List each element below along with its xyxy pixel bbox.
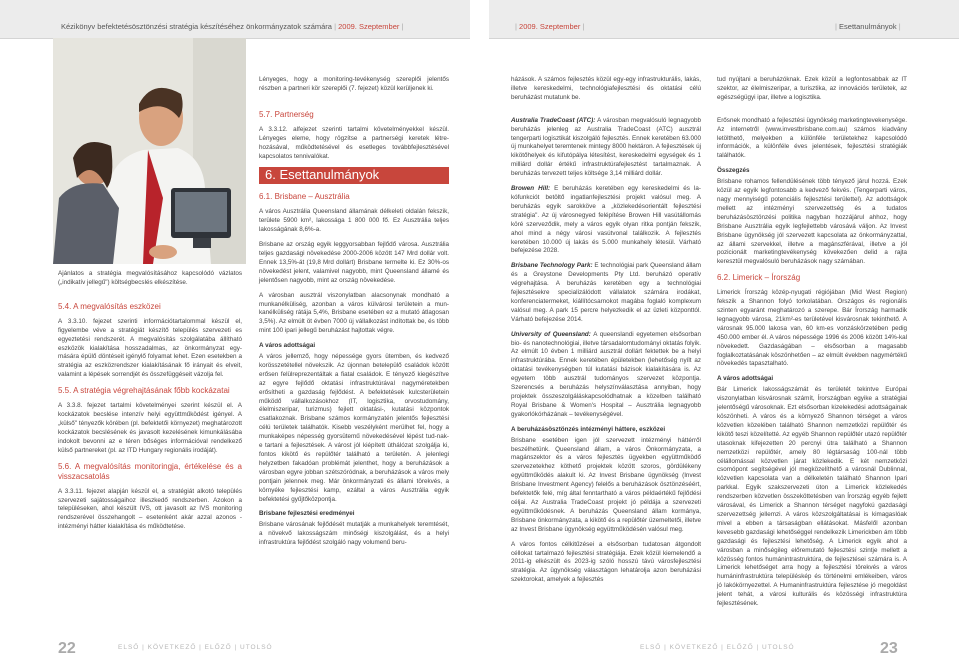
celkituzesek-text: A város fontos célkitűzései a elsősorban tudatosan átgondolt céllokat tartalmazó fejlesztési stratégiája. Ezek közül kiemelendő a 2011-ig elkészült és 2023-ig szóló hosszú távú városfejlesztési stratégia. Az ügynökség választágon lehatárolja azon beruházási szektorokat, amelyek a fejlesztés <box>511 540 701 584</box>
limerick-adottsagok-text: Bár Limerick lakosságszámát és területét tekintve Európai viszonylatban kisvárosnak számít, Írországban egyike a stratégiai jelentőségű városoknak. Ezt elsősorban kizelekedési adottságainak köszönheti. A város és a környező Shannon térséget a város közvetlen közelében található Shannon nemzetközi repülőtér és kikötő teszi közelítetté. Az egyéb Shannon repülőtér utazó repülőtér utasoknak kifejezetten 20 percnyi útra található a Shannon nemzetközi repülőtér, amely 80 légtársaság 100-nál több célállomással közvetlen járat közlekedik. E két nemzetközi csomópont segítségével jól megközelíthető a városnál Dublinnal, közvetlen kapcsolata van a délkeletén található Shannon Ipari parkkal. Egyik szakszervezeti úton a Limerick közlekedés rendszerben közvetlen összeköttetésben van Írország egyéb fejlett városával, és Limerick a Shannon térséget nagyfokú gazdasági szervezettség jellemzi. A város közszolgáltatásai is kimagaslóak mivel a ebben a társaságban ellátásokat. Másfelől azonban kevesebb gazdasági lehetőséggel rendelkezik Limerickben ám több gazdasági és fejlesztési lehetőség. A Limerick egyik ahol a városban a minőségileg előremutató fejlesztési szintje mellett a közösség fontos humánintrastruktúra, de fejlesztései számára is. A Limerick lehetőséget arra hogy a fejlesztési törekvés a város humáninfrastruktúra településkép és történelmi emlékeiben, város jó lakókörnyezettel. A Humaninfrastruktúra fejlesztése jó megoldást jelent tehát, a városi kulturális és közösségi infrastruktúra fejlesztésének. <box>717 386 907 608</box>
chapter-6-banner: 6. Esettanulmányok <box>259 167 449 184</box>
c3-intro: házások. A számos fejlesztés közül egy-egy infrastrukturális, lakás, illetve kereskedelmi, technológiafejlesztési és oktatási célú beruházást mutatunk be. <box>511 76 701 101</box>
right-page-nav[interactable]: ELSŐ | KÖVETKEZŐ | ELŐZŐ | UTOLSÓ <box>640 644 795 651</box>
left-page-header: Kézikönyv befektetésösztönzési stratégia készítéséhez önkormányzatok számára | 2009. Szeptember | <box>0 0 470 39</box>
adottsagok-heading: A város adottságai <box>259 342 316 350</box>
right-column-2 <box>717 76 907 615</box>
section-5-5-heading: 5.5. A stratégia végrehajtásának főbb kockázatai <box>58 386 230 396</box>
people-at-computer-photo <box>53 38 246 264</box>
university-paragraph: University of Queensland: A queenslandi egyetemen elsősorban bio- és nanotechnológiai, illetve társadalomtudományi oktatás folyik. Az elmúlt 10 évben 1 milliárd ausztrál dollárt fektettek be a helyi infrastruktúrába. Ennek keretében épületekben (lehetőség nyílt az oktatási tevékenységben túl kutatási bázisok kialakítására is. Az egyetem több ausztrál tudományos szervezet központja. Szerencsés a beruházás helyszínválasztása annyiban, hogy projektek összeszolgáláskapcsolódhatnak a közelben található Royal Brisbane & Women's Hospital – Ausztrália legnagyobb gyakorlókórházának – tevékenységével. <box>511 330 701 418</box>
c4-intro: tud nyújtani a beruházóknak. Ezek közül a legfontosabbak az IT szektor, az élelmiszeripar, a turisztika, az innovációs területek, az egészségügyi ipar, illetve a logisztika. <box>717 76 907 101</box>
right-header-title: Esettanulmányok <box>839 22 897 31</box>
limerick-adottsagok-heading: A város adottságai <box>717 375 774 383</box>
section-5-6-text: A 3.3.11. fejezet alapján készül el, a stratégiát alkotó település szervezeti sajátosságaihoz illeszkedő rendszerben. Azokon a településeken, ahol készült IVS, ott javasolt az IVS monitoring rendszerével összehangolt – esetenként akár azzal azonos - intézményi hátter kialakítása és működtetése. <box>58 487 242 531</box>
section-6-1-text-b: Brisbane az ország egyik leggyorsabban fejlődő városa. Ausztrália teljes gazdasági növekedése 2000-2006 között 147 Mrd dollár volt. Ennek 13,5%-át (19,8 Mrd dollárt) Brisbane termelte ki. Ez 30%-os növekedést jelent, valamivel nagyobb, mint Queensland államé és jelentősen nagyobb, mint az ország növekedése. <box>259 241 449 284</box>
left-column-2 <box>259 76 449 554</box>
section-5-6-heading: 5.6. A megvalósítás monitoringja, értékelése és a visszacsatolás <box>58 461 242 481</box>
eredmenyek-text: Brisbane városának fejlődését mutatják a munkahelyek teremtését, a növekvő lakosságszám minőségi kiszolgálást, és a helyi infrastruktúra fejlődést szolgáló nagy volumenű beru- <box>259 521 449 547</box>
limerick-intro-text: Limerick Írország közép-nyugati régiójában (Mid West Region) fekszik a Shannon folyó torkolatában. Országos és regionális szinten egyaránt meghatározó a szerepe. Bár Írország harmadik legnagyobb városa, 21km²-es területével kisvárosnak tekinthető. A városnak 95.000 lakosa van, 60 km-es vonzáskörzetében pedig 450.000 ember él. A város népessége 1996 és 2006 között 14%-kal növekedett. Gazdaságában – elsősorban a magasabb foglalkoztatásának köszönhetően – az elmúlt években nagymértékű növekedés tapasztalható. <box>717 289 907 368</box>
section-5-7-text: A 3.3.12. alfejezet szerinti tartalmi követelményekkel készül. Lényeges eleme, hogy rögzítse a partnerségi keretek létrehozásával, működtetésével és esetleges továbbfejlesztésével kapcsolatos tennivalókat. <box>259 125 449 160</box>
section-6-1-text-a: A város Ausztrália Queensland államának délkeleti oldalán fekszik, területe 5900 km², lakossága 1 800 000 fő. Ez Ausztrália teljes lakosságának 8,6%-a. <box>259 208 449 234</box>
adottsagok-text: A város jellemző, hogy népessége gyors ütemben, és kedvező korösszetétellel növekszik. Az újonnan betelepülő családok között erősen felülreprezentáltak a fiatal családok. E tényező kiegészítve az egyre fejlődő oktatási infrastruktúrával nagyméretekben erősítheti a gazdaság fejlődést. A befektetések kulcsterületein működő vállalkozásokhoz (IT, logisztika, orvostudomány, élelmiszeripar, turizmus) fejlett oktatási-, kutatási központok csatlakoznak. Brisbane számos kormányzatén jelentős fejlesztési célú területek találhatók. Kisebb veszélyként merülhet fel, hogy a munkaképes népesség gyorsütemű növekedésével lépést tud-nak-e tartani a fejlesztések. A várost jól kiépített úthálózat szolgálja ki, fontos kikötő és repülőtér található a területén. A jelenlegi helyzetben fakadóan problémát jelenthet, hogy a beruházások a városban egyre jobban szétszóródnak, a beruházások a város mely pontjain jelennek meg. Már önkormányzati és állami törekvés, a környéke fejlesztési kamp, ezáltal a város Ausztrália egyik befektetési gyűjtőközpontja. <box>259 353 449 503</box>
photo-illustration <box>53 38 246 264</box>
eredmenyek-heading: Brisbane fejlesztési eredményei <box>259 510 355 518</box>
section-5-7-heading: 5.7. Partnerség <box>259 109 314 119</box>
atc-paragraph: Australia TradeCoast (ATC): A városban megvalósuló legnagyobb beruházás jelenleg az Australia TradeCoast (ATC) ausztrál tengerparti logisztikát kiszolgáló fejlesztés. Ennek keretében 63.000 új munkahelyet teremtenek mintegy 8000 hektáron. A fejlesztések új kikötőhelyek és kifutópálya létesítést, kereskedelmi egységek és 1 milliárd dollár értékű infrastruktúrafejlesztést tartalmaznak. A beruházás tervezett teljes költsége 3,14 milliárd dollár. <box>511 116 701 178</box>
osszegzes-text: Brisbane rohamos fellendülésének több tényező járul hozzá. Ezek közül az egyik legfontosabb a kedvező fekvés. (Tengerparti város, nagy mennyiségű potenciális fejlesztési területtel). Az adottságok mellett az intézményi szervezettség és a tudatos beruházásösztönzési politika nagyban hozzájárul ahhoz, hogy Brisbane Ausztrália egyik legfejlettebb városává váljon. Az Invest Brisbane ügynökség jól szervezett kapcsolata az önkormányzattal, az állami szervekkel, illetve a magánszférával, illetve a jól pozicionált marketingtevékenység kövekezően delid a rajta keresztül megvalósuló beruházások nagy számában. <box>717 178 907 266</box>
section-6-1-text-c: A városban ausztrál viszonylatban alacsonynak mondható a munkanélküliség, azonban a város külvárosi területein a munkanélküliség rátája 5,4%, Brisbane esetében ez a mutató átlagosan 3,5%). Az elmúlt öt évben 7000 új vállalkozást indítottak be, és több mint 100 ipari jellegű beruházást hajtottak végre. <box>259 291 449 335</box>
left-page-nav[interactable]: ELSŐ | KÖVETKEZŐ | ELŐZŐ | UTOLSÓ <box>118 644 273 651</box>
section-5-4-heading: 5.4. A megvalósítás eszközei <box>58 301 161 311</box>
left-page-number: 22 <box>58 640 76 657</box>
right-header-date: 2009. Szeptember <box>519 22 581 31</box>
col2-intro: Lényeges, hogy a monitoring-tevékenység szereplői jelentős részben a partneri kör szereplői (7. fejezet) közül kerüljenek ki. <box>259 76 449 92</box>
section-6-1-heading: 6.1. Brisbane – Ausztrália <box>259 192 350 202</box>
photo-caption: Ajánlatos a stratégia megvalósításához kapcsolódó vázlatos („indikatív jellegű") költségbecslés elkészítése. <box>58 270 242 286</box>
right-page-header: | 2009. Szeptember | | Esettanulmányok | <box>489 0 959 39</box>
left-column-1 <box>58 270 242 538</box>
left-header-date: 2009. Szeptember <box>338 22 400 31</box>
intezmenyi-hatter-text: Brisbane esetében igen jól szervezett intézményi háttérről beszélhetünk. Queensland állam, a város Önkormányzata, a magánszektor és a város fejlesztés ügyekben együttműködő szervezetekhez köthető projektek között szoros, gördülékeny együttműködés alakult ki. Az Invest Brisbane ügynökség (Invest Brisbane Investment Agency) felelős a beruházások ösztönzéséért, befektetők felé, míg által fenntartható a város példaértékű fejlődési céljai. Az Australia TradeCoast projekt jó példája a szervezeti együttműködésnek. A beruházás Queensland állam kormánya, Brisbane önkormányzata, a kikötő és a repülőtér üzemeltetői, illetve az Invest Brisbane ügynökség együttműködésén valósul meg. <box>511 436 701 533</box>
browen-hill-paragraph: Browen Hill: E beruházás keretében egy kereskedelmi és lakófunkciót betöltő ingatlanfejlesztési projekt valósul meg. A beruházás egyik sarokköve a „közlekedésorientált fejlesztési stratégia". Az új városnegyed felépítése Browen Hill vasútállomás köré szerveződik, mely a város egyik olyan ritka pontján fekszik, ahol mind a négy városi vasútvonal találkozik. A fejlesztés keretében 10.000 új lakás és 5.000 munkahely létesül. Várható befejezése 2028. <box>511 185 701 255</box>
right-page-number: 23 <box>880 640 898 657</box>
marketing-text: Erősnek mondható a fejlesztési ügynökség marketingtevekenysége. Az internetről (www.investbrisbane.com.au) számos kiadvány letölthető, melyekben a különféle területekhez kapcsolódó információk, a különféle éves jelentések, fejlesztési stratégiák találhatók. <box>717 116 907 160</box>
technology-park-paragraph: Brisbane Technology Park: E technológiai park Queensland állam és a Greystone Developments Pty Ltd. beruházó operatív végrehajtása. A beruházás keretében egy a technológiai fejlesztésekre specializálódott vállalatok számára irodákat, konferenciatermeket, kiállítócsarnokot magába foglaló komplexum valósul meg. A park 15 percre helyezkedik el az üzleti központtól. Várható befejezése 2014. <box>511 262 701 323</box>
section-5-4-text: A 3.3.10. fejezet szerinti információtartalommal készül el, figyelembe véve a stratégiát készítő település szervezeti es egyeztetési rendszerét. A megvalósítás szolgálatába állítható eszközök kialakítása hosszadalmas, az önkormányzat egymására épülő döntéseit igénylő folyamat lehet. Ezen esetekben a stratégia az eszközrendszer kialakításának fő irányait és elveit, valamint a lépések sorrendjét és összefüggéseit vázolja fel. <box>58 317 242 379</box>
right-column-1 <box>511 76 701 591</box>
intezmenyi-hatter-heading: A beruházásösztönzés intézményi háttere, eszközei <box>511 425 666 433</box>
book-title: Kézikönyv befektetésösztönzési stratégia készítéséhez önkormányzatok számára <box>61 22 332 31</box>
section-6-2-heading: 6.2. Limerick – Írország <box>717 273 801 283</box>
osszegzes-heading: Összegzés <box>717 167 750 175</box>
section-5-5-text: A 3.3.8. fejezet tartalmi követelményei szerint készül el. A kockázatok becslése intenzív helyi együttműködést igényel. A „külső" tényezők körében (pl. befektetői környezet) meghatározott kockázatok becslésének és javasolt kezelésének kimunkálásába indokolt bevonni az e téren bőséges információval rendelkező külső partnereket (pl. az ITD Hungary regionális irodáját). <box>58 402 242 454</box>
